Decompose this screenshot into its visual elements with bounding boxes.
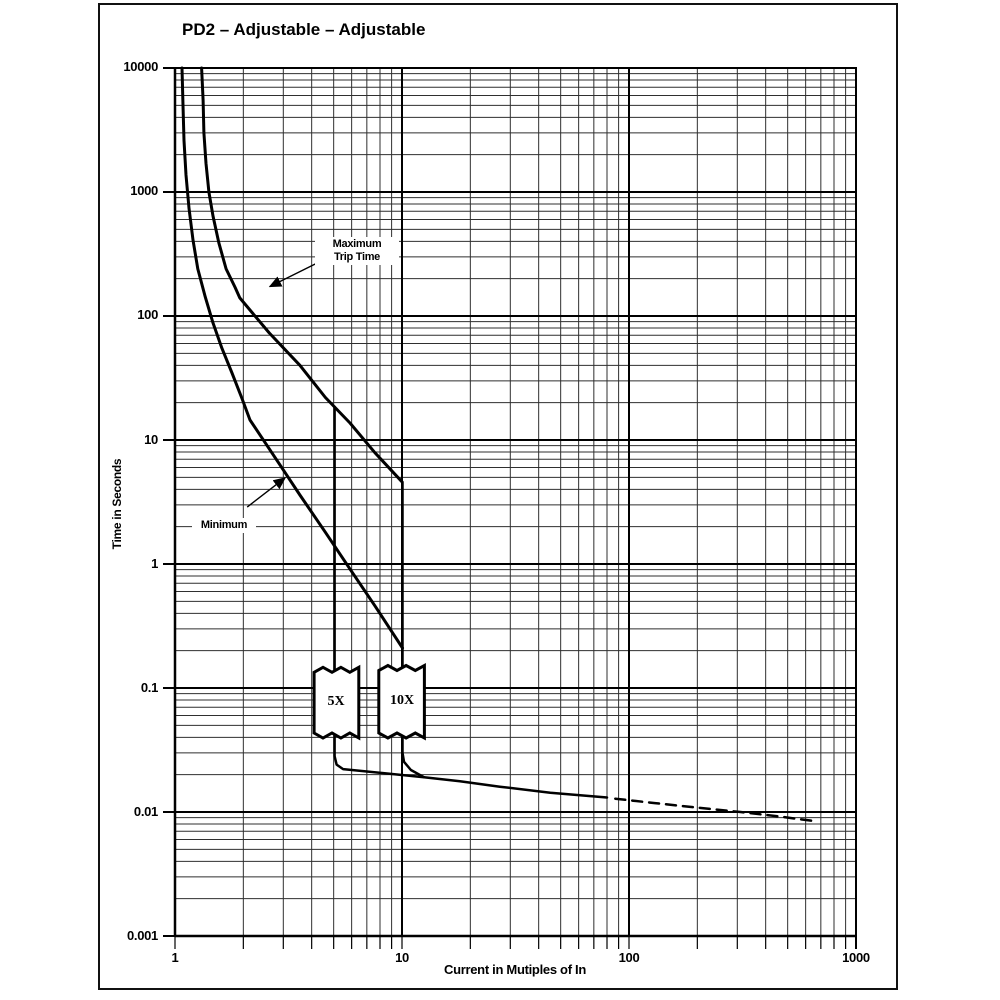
annotation-arrow-max <box>270 263 317 286</box>
y-axis-title: Time in Seconds <box>110 458 124 550</box>
annotation-minimum: Minimum <box>192 518 256 533</box>
chart-title: PD2 – Adjustable – Adjustable <box>182 20 426 39</box>
y-tick-10000: 10000 <box>123 59 158 74</box>
y-tick-1000: 1000 <box>130 183 158 198</box>
series-instantaneous-trip <box>424 777 607 797</box>
break-label-5x: 5X <box>327 694 345 709</box>
y-tick-0.001: 0.001 <box>126 928 158 943</box>
annotation-maximum-line1: Maximum <box>332 238 382 250</box>
x-tick-1000: 1000 <box>842 950 870 965</box>
break-label-10x: 10X <box>389 693 415 708</box>
x-tick-1: 1 <box>171 950 179 965</box>
x-tick-10: 10 <box>395 950 409 965</box>
y-tick-0.01: 0.01 <box>133 804 158 819</box>
x-tick-100: 100 <box>618 950 640 965</box>
y-tick-100: 100 <box>137 307 158 322</box>
y-tick-1: 1 <box>151 556 158 571</box>
annotation-maximum-line2: Trip Time <box>334 251 380 263</box>
annotation-maximum-trip-time <box>315 237 399 265</box>
y-tick-0.1: 0.1 <box>140 680 158 695</box>
series-maximum-trip-time <box>202 68 402 482</box>
x-axis-title: Current in Mutiples of In <box>444 962 586 977</box>
annotation-arrow-min <box>247 478 285 507</box>
y-tick-10: 10 <box>144 432 158 447</box>
